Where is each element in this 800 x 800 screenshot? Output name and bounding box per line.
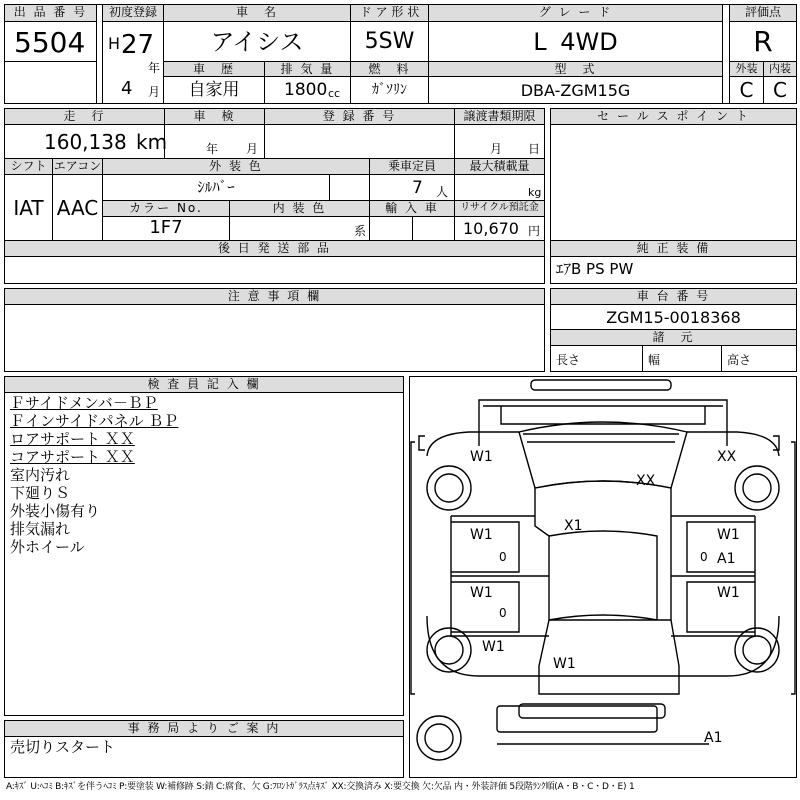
int-color-label: 内 装 色 bbox=[229, 200, 370, 217]
mileage-unit: km bbox=[136, 130, 168, 154]
office-label: 事 務 局 よ り ご 案 内 bbox=[4, 720, 404, 737]
mark-w1-rear-left: W1 bbox=[482, 639, 505, 655]
grade-label: グ レ ー ド bbox=[428, 4, 723, 22]
mark-x1-roof: X1 bbox=[564, 518, 583, 534]
sales-label: セ ー ル ス ポ イ ン ト bbox=[550, 108, 797, 125]
dims-label: 諸 元 bbox=[550, 329, 797, 346]
inspection-label: 車 検 bbox=[164, 108, 265, 125]
inspection-month-unit: 月 bbox=[246, 142, 259, 156]
fuel-label: 燃 料 bbox=[350, 61, 429, 77]
load-label: 最大積載量 bbox=[454, 158, 545, 175]
lot-blank-cell bbox=[4, 61, 97, 104]
mark-w1-front-left: W1 bbox=[470, 449, 493, 465]
era: H bbox=[108, 34, 121, 53]
lot-number: 5504 bbox=[14, 26, 86, 59]
transfer-day-unit: 日 bbox=[528, 142, 541, 156]
later-parts-label: 後 日 発 送 部 品 bbox=[4, 240, 545, 257]
mark-0-left-door-2: 0 bbox=[499, 606, 507, 620]
door-type: 5SW bbox=[364, 29, 415, 54]
seats-unit: 人 bbox=[436, 185, 449, 199]
exterior-label: 外装 bbox=[729, 61, 764, 77]
inspector-line-3: ロアサポート ＸＸ bbox=[10, 430, 135, 448]
model: DBA-ZGM15G bbox=[520, 81, 631, 100]
color-no: 1F7 bbox=[149, 217, 183, 238]
recycle-label: リサイクル預託金 bbox=[454, 200, 545, 217]
displacement-label: 排 気 量 bbox=[264, 61, 351, 77]
first-reg-label: 初度登録 bbox=[102, 4, 164, 22]
recycle: 10,670 bbox=[463, 219, 519, 238]
mark-w1-left-door-1: W1 bbox=[470, 527, 493, 543]
mark-w1-right-door-1: W1 bbox=[717, 527, 740, 543]
interior-grade: C bbox=[773, 78, 787, 102]
mileage: 160,138 bbox=[44, 130, 127, 154]
ac: AAC bbox=[56, 196, 99, 220]
import-cell-a bbox=[369, 216, 413, 241]
dims-height: 高さ bbox=[727, 353, 752, 367]
load-unit: kg bbox=[528, 186, 542, 199]
model-label: 型 式 bbox=[428, 61, 723, 77]
seats: 7 bbox=[412, 178, 423, 198]
equipment: ｴｱB PS PW bbox=[556, 260, 634, 278]
reg-year: 27 bbox=[121, 30, 155, 60]
mark-0-right-door-1: 0 bbox=[700, 550, 708, 564]
notes-label: 注 意 事 項 欄 bbox=[4, 288, 545, 305]
inspector-line-8: 排気漏れ bbox=[10, 520, 71, 538]
mark-0-left-door-1: 0 bbox=[499, 550, 507, 564]
score: R bbox=[753, 25, 773, 58]
recycle-unit: 円 bbox=[528, 224, 541, 238]
mark-a1-right-door-1: A1 bbox=[717, 551, 736, 567]
chassis-number: ZGM15-0018368 bbox=[606, 308, 741, 327]
dims-length: 長さ bbox=[556, 353, 581, 367]
score-label: 評価点 bbox=[729, 4, 797, 22]
mileage-label: 走 行 bbox=[4, 108, 165, 125]
sales-section bbox=[550, 108, 797, 284]
interior-label: 内装 bbox=[763, 61, 797, 77]
reg-no-label: 登 録 番 号 bbox=[264, 108, 455, 125]
car-name-label: 車 名 bbox=[163, 4, 351, 22]
history: 自家用 bbox=[188, 80, 240, 100]
chassis-label: 車 台 番 号 bbox=[550, 288, 797, 305]
mark-xx-hood: XX bbox=[636, 473, 656, 489]
int-color-cell bbox=[229, 216, 370, 241]
ext-color-label: 外 装 色 bbox=[102, 158, 370, 175]
inspector-label: 検 査 員 記 入 欄 bbox=[4, 376, 404, 393]
mark-xx-front-right: XX bbox=[717, 449, 737, 465]
mark-a1-spare: A1 bbox=[704, 730, 723, 746]
fuel: ｶﾞｿﾘﾝ bbox=[372, 82, 407, 98]
inspector-line-9: 外ホイール bbox=[10, 538, 85, 556]
transfer-label: 譲渡書類期限 bbox=[454, 108, 545, 125]
car-name: アイシス bbox=[210, 28, 304, 56]
transfer-month-unit: 月 bbox=[490, 142, 503, 156]
later-parts-cell bbox=[4, 256, 545, 284]
ext-color-extra-cell bbox=[329, 174, 370, 201]
reg-no-cell bbox=[264, 124, 455, 159]
inspector-line-1: Ｆサイドメンバ－ＢＰ bbox=[10, 394, 158, 412]
year-unit: 年 bbox=[148, 61, 161, 75]
inspection-year-unit: 年 bbox=[206, 142, 219, 156]
shift-label: シフト bbox=[4, 158, 53, 175]
inspector-line-6: 下廻りＳ bbox=[10, 484, 71, 502]
grade: L 4WD bbox=[533, 28, 618, 56]
inspector-line-7: 外装小傷有り bbox=[10, 502, 101, 520]
ac-label: エアコン bbox=[53, 159, 102, 173]
mark-w1-left-door-2: W1 bbox=[470, 585, 493, 601]
color-no-label: カラー No. bbox=[102, 200, 230, 217]
history-label: 車 歴 bbox=[163, 61, 265, 77]
import-cell-b bbox=[412, 216, 455, 241]
inspector-line-5: 室内汚れ bbox=[10, 466, 71, 484]
car-diagram-drawing bbox=[409, 376, 797, 778]
seats-label: 乗車定員 bbox=[369, 158, 455, 175]
equipment-label: 純 正 装 備 bbox=[550, 240, 797, 257]
shift: IAT bbox=[13, 196, 44, 220]
mark-w1-right-door-2: W1 bbox=[717, 585, 740, 601]
exterior-grade: C bbox=[739, 78, 754, 102]
office-text: 売切りスタート bbox=[10, 738, 116, 756]
int-color-unit: 系 bbox=[354, 224, 367, 238]
legend: A:ｷｽﾞ U:ﾍｺﾐ B:ｷｽﾞを伴うﾍｺﾐ P:要塗装 W:補修跡 S:錆 C:腐食、欠 G:ﾌﾛﾝﾄｶﾞﾗｽ点ｷｽﾞ XX:交換済み X:要交換 欠:欠品 内・外装評価 5段階ﾗﾝｸ順(A・B・C・D・E) 1 bbox=[6, 782, 635, 792]
door-label: ド ア 形 状 bbox=[350, 4, 429, 22]
inspector-line-4: コアサポート ＸＸ bbox=[10, 448, 135, 466]
mark-w1-tailgate: W1 bbox=[553, 656, 576, 672]
month-unit: 月 bbox=[148, 85, 161, 99]
displacement-unit: cc bbox=[328, 87, 341, 100]
dims-width: 幅 bbox=[648, 353, 661, 367]
displacement: 1800 bbox=[284, 80, 328, 100]
ext-color: ｼﾙﾊﾞｰ bbox=[197, 178, 235, 196]
import-label: 輸 入 車 bbox=[369, 200, 455, 217]
lot-number-label: 出 品 番 号 bbox=[4, 4, 97, 22]
reg-month: 4 bbox=[121, 78, 133, 99]
inspector-line-2: Ｆインサイドパネル ＢＰ bbox=[10, 412, 179, 430]
